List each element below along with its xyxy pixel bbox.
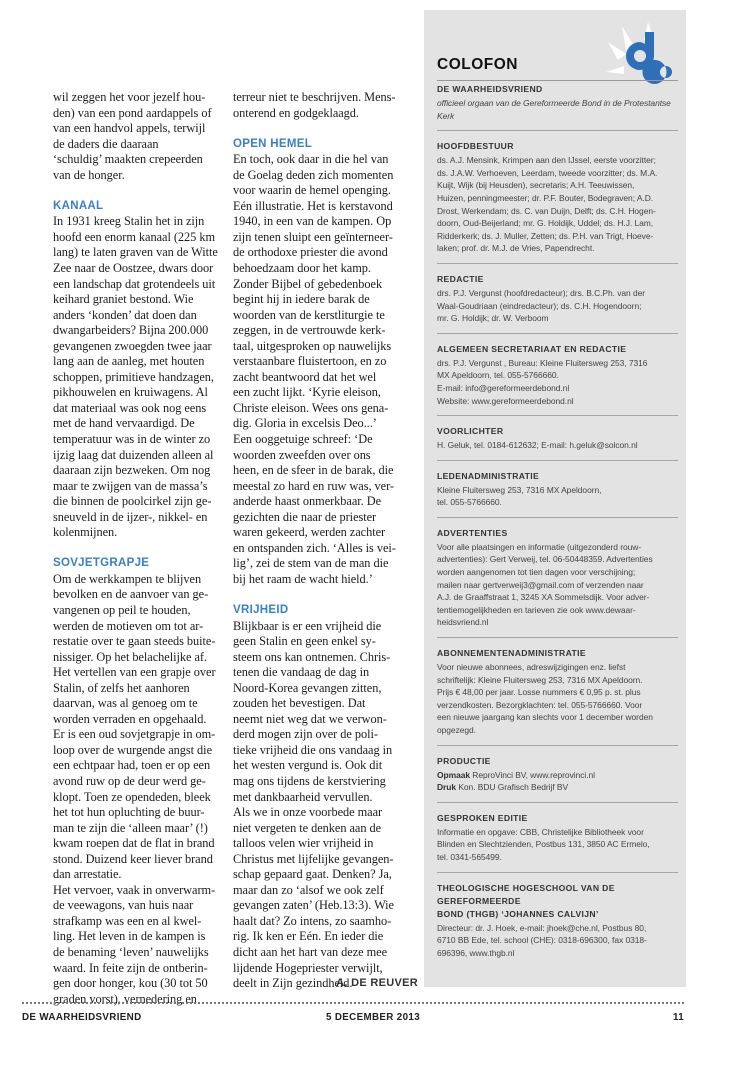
colofon-section-heading: [437, 140, 678, 153]
colofon-label: Druk: [437, 782, 457, 793]
body-paragraph: [53, 90, 236, 183]
text-line: hoofd een enorm kanaal (225 km: [53, 229, 216, 244]
text-line: Christus met lijfelijke gevangen-: [233, 851, 394, 866]
colofon-line-text: Prijs € 48,00 per jaar. Losse nummers € 0,95 p. st. plus: [437, 687, 641, 698]
colofon-text-line: [437, 179, 678, 192]
colofon-section: [437, 647, 678, 746]
colofon-heading-line: GESPROKEN EDITIE: [437, 812, 528, 823]
author-signature: A. DE REUVER: [336, 977, 418, 990]
colofon-title-rule: [437, 80, 678, 81]
colofon-line-text: Informatie en opgave: CBB, Christelijke Bibliotheek voor: [437, 826, 644, 837]
colofon-text-line: [437, 616, 678, 629]
text-line: wil zeggen het voor jezelf hou-: [53, 90, 206, 104]
text-line: anderde haast onmerkbaar. De: [233, 494, 382, 509]
colofon-text-line: [437, 686, 678, 699]
colofon-text-line: [437, 382, 678, 395]
colofon-section-heading: [437, 527, 678, 540]
text-line: niet vergeten te denken aan de: [233, 820, 382, 835]
colofon-text-line: [437, 769, 678, 782]
colofon-section: [437, 527, 678, 638]
colofon-line-text: ds. A.J. Mensink, Krimpen aan den IJssel, eerste voorzitter;: [437, 155, 656, 166]
colofon-heading-line: PRODUCTIE: [437, 755, 491, 766]
colofon-heading-line: ALGEMEEN SECRETARIAAT EN REDACTIE: [437, 343, 627, 354]
text-line: 1940, in een van de kampen. Op: [233, 214, 392, 229]
text-line: die binnen de poolcirkel zijn ge-: [53, 494, 212, 509]
text-line: zijn tenen sluipt een geïnterneer-: [233, 229, 393, 244]
text-line: Zee naar de Oostzee, dwars door: [53, 260, 214, 275]
colofon-text-line: [437, 192, 678, 205]
text-line: woorden zweefden over ons: [233, 447, 371, 462]
text-line: Als we in onze voorbede maar: [233, 805, 383, 820]
colofon-line-text: Kon. BDU Grafisch Bedrijf BV: [456, 782, 569, 793]
text-line: nissiger. Op het belachelijke af.: [53, 649, 207, 664]
colofon-section-heading: [437, 343, 678, 356]
text-line: een zucht lijkt. ‘Kyrie eleison,: [233, 385, 381, 400]
colofon-line-text: een nieuwe jaargang kan slechts voor 1 december worden: [437, 712, 653, 723]
text-line: tieke vrijheid die ons vandaag in: [233, 742, 393, 757]
colofon-text-line: [437, 541, 678, 554]
text-line: schap gepaard gaat. Denken? Ja,: [233, 867, 392, 882]
colofon-line-text: tentiemogelijkheden en tarieven zie ook www.dewaar-: [437, 604, 636, 615]
colofon-section: [437, 140, 678, 264]
colofon-line-text: Waal-Goudriaan (eindredacteur); ds. C.H. Hogendoorn;: [437, 300, 642, 311]
text-line: met dankbaarheid vervullen.: [233, 789, 373, 804]
text-line: lig’, zei de stem van de man die: [233, 556, 389, 571]
colofon-text-line: [437, 934, 678, 947]
colofon-text-line: [437, 242, 678, 255]
text-line: een landschap dat grotendeels uit: [53, 276, 216, 291]
colofon-heading-line: VOORLICHTER: [437, 426, 504, 437]
colofon-heading-line: LEDENADMINISTRATIE: [437, 470, 540, 481]
text-line: kwam roepen dat de flat in brand: [53, 836, 215, 851]
body-paragraph: [53, 572, 236, 1007]
colofon-line-text: ReproVinci BV, www.reprovinci.nl: [470, 769, 595, 780]
colofon-section-text: [437, 484, 678, 509]
text-line: steem ons kan ontnemen. Chris-: [233, 649, 391, 664]
colofon-text-line: [437, 110, 678, 123]
colofon-line-text: laken; prof. dr. M.J. de Vries, Papendrecht.: [437, 243, 595, 254]
text-line: Er is een oud sovjetgrapje in om-: [53, 727, 216, 742]
colofon-text-line: [437, 826, 678, 839]
text-line: schoppen, primitieve handzagen,: [53, 369, 214, 384]
colofon-text-line: [437, 496, 678, 509]
text-line: onterend en godgeklaagd.: [233, 105, 359, 120]
colofon-section-text: [437, 826, 678, 864]
text-line: verstaanbare fluistertoon, en zo: [233, 354, 387, 369]
colofon-section-heading: [437, 425, 678, 438]
text-line: sneuveld in de ijzer-, nikkel- en: [53, 509, 208, 524]
text-line: geen Stalin en geen enkel sy-: [233, 634, 376, 649]
article-column-1: [53, 90, 236, 1007]
text-line: stond. Duizend keer liever brand: [53, 851, 213, 866]
colofon-text-line: [437, 851, 678, 864]
footer-page-number: 11: [672, 1012, 684, 1023]
colofon-line-text: Blinden en Slechtzienden, Postbus 131, 3850 AC Ermelo,: [437, 839, 650, 850]
text-line: dwangarbeiders? Bijna 200.000: [53, 323, 209, 338]
text-line: dan arrestatie.: [53, 867, 122, 882]
text-line: heen, en de sfeer in de barak, die: [233, 463, 394, 478]
colofon-section-text: [437, 154, 678, 255]
text-line: klopt. Toen ze opendeden, bleek: [53, 789, 211, 804]
colofon-section: [437, 83, 678, 131]
text-line: Zonder Bijbel of gebedenboek: [233, 276, 383, 291]
colofon-section-heading: [437, 647, 678, 660]
body-paragraph: [233, 619, 418, 992]
colofon-line-text: tel. 0341-565499.: [437, 851, 502, 862]
colofon-line-text: 696396, www.thgb.nl: [437, 947, 515, 958]
text-line: vangenen op peil te houden,: [53, 602, 191, 617]
colofon-text-line: [437, 97, 678, 110]
colofon-text-line: [437, 230, 678, 243]
colofon-text-line: [437, 395, 678, 408]
colofon-line-text: ds. J.A.W. Verhoeven, Leerdam, tweede voorzitter; ds. M.A.: [437, 167, 658, 178]
paragraph-gap: [233, 587, 418, 603]
text-line: ijzig laag dat duizenden alleen al: [53, 447, 214, 462]
colofon-sections: [437, 83, 678, 976]
text-line: En toch, ook daar in die hel van: [233, 152, 389, 167]
text-line: man te zijn die ‘alleen maar’ (!): [53, 820, 208, 835]
text-line: waard. In feite zijn de ontberin-: [53, 960, 208, 975]
text-line: zacht beantwoord dat het wel: [233, 369, 377, 384]
text-line: maar dan zo ‘alsof we ook zelf: [233, 882, 384, 897]
colofon-section-heading: [437, 812, 678, 825]
colofon-text-line: [437, 661, 678, 674]
text-line: Noord-Korea gevangen zitten,: [233, 680, 382, 695]
text-line: kolenmijnen.: [53, 525, 118, 540]
colofon-section-text: [437, 769, 678, 794]
text-line: gevangenen zwoegden twee jaar: [53, 338, 212, 353]
colofon-text-line: [437, 699, 678, 712]
colofon-section: [437, 343, 678, 416]
text-line: daaraan zijn bezweken. Om nog: [53, 463, 211, 478]
colofon-line-text: heidsvriend.nl: [437, 617, 489, 628]
body-paragraph: [233, 152, 418, 587]
text-line: het tot hun opluchting de buur-: [53, 805, 205, 820]
colofon-section-text: [437, 287, 678, 325]
text-line: lang aan de aanleg, met houten: [53, 354, 205, 369]
text-line: lang) te laten graven van de Witte: [53, 245, 218, 260]
colofon-line-text: Huizen, penningmeester; dr. P.F. Bouter, Bodegraven; A.D.: [437, 192, 654, 203]
colofon-text-line: [437, 781, 678, 794]
colofon-section: [437, 882, 678, 968]
colofon-text-line: [437, 484, 678, 497]
colofon-text-line: [437, 711, 678, 724]
colofon-section: [437, 273, 678, 334]
paragraph-gap: [53, 183, 236, 199]
paragraph-gap: [233, 121, 418, 137]
text-line: de orthodoxe priester die avond: [233, 245, 388, 260]
colofon-section-text: [437, 439, 678, 452]
text-line: van een handvol appels, terwijl: [53, 121, 206, 136]
text-line: keihard graniet bestond. Wie: [53, 292, 194, 307]
colofon-line-text: drs. P.J. Vergunst , Bureau: Kleine Fluitersweg 253, 7316: [437, 357, 648, 368]
colofon-line-text: verzendkosten. Bezorgklachten: tel. 055-5766660. Voor: [437, 699, 643, 710]
text-line: Eén illustratie. Het is kerstavond: [233, 198, 393, 213]
footer-publication: DE WAARHEIDSVRIEND: [22, 1012, 142, 1023]
text-line: restatie over te gaan steeds buite-: [53, 634, 216, 649]
colofon-section-heading: [437, 755, 678, 768]
section-heading: KANAAL: [53, 199, 104, 212]
section-heading: OPEN HEMEL: [233, 137, 313, 150]
text-line: Blijkbaar is er een vrijheid die: [233, 618, 382, 633]
colofon-line-text: E-mail: info@gereformeerdebond.nl: [437, 382, 570, 393]
colofon-text-line: [437, 566, 678, 579]
colofon-section-heading: [437, 882, 678, 921]
colofon-line-text: mailen naar gertverweij3@gmail.com of verzenden naar: [437, 579, 644, 590]
text-line: behoedzaam door het kamp.: [233, 260, 371, 275]
text-line: ling. Het leven in de kampen is: [53, 929, 206, 944]
gereformeerde-bond-logo-icon: [604, 20, 678, 92]
colofon-text-line: [437, 724, 678, 737]
text-line: avond ruw op de deur werd ge-: [53, 773, 206, 788]
text-line: mag ons tijdens de kerstviering: [233, 773, 386, 788]
colofon-section-text: [437, 357, 678, 407]
colofon-text-line: [437, 312, 678, 325]
colofon-heading-line: THEOLOGISCHE HOGESCHOOL VAN DE GEREFORMEERDE: [437, 882, 615, 906]
colofon-section: [437, 425, 678, 461]
text-line: woorden van de kerstliturgie te: [233, 307, 385, 322]
text-line: Stalin, of zelfs het aanhoren: [53, 680, 190, 695]
text-line: deelt in Zijn gezindheid.: [233, 976, 353, 991]
text-line: de daders die daaraan: [53, 136, 159, 151]
text-line: de benaming ‘leven’ nauwelijks: [53, 944, 209, 959]
colofon-section-text: [437, 661, 678, 737]
text-line: met de hand vervaardigd. De: [53, 416, 195, 431]
colofon-section-heading: [437, 83, 678, 96]
colofon-line-text: schriftelijk: Kleine Fluitersweg 253, 7316 MX Apeldoorn.: [437, 674, 643, 685]
text-line: zeggen, in de vertrouwde kerk-: [233, 323, 386, 338]
text-line: loop over de wurgende angst die: [53, 742, 212, 757]
text-line: bij het raam de wacht hield.’: [233, 571, 373, 586]
text-line: dicht aan het hart van deze mee: [233, 944, 388, 959]
colofon-line-text: mr. G. Holdijk; dr. W. Verboom: [437, 313, 549, 324]
text-line: tenen die vandaag de dag in: [233, 665, 370, 680]
colofon-line-text: officieel orgaan van de Gereformeerde Bond in de Protestantse: [437, 98, 671, 108]
text-line: maar te zwijgen van de massa’s: [53, 478, 208, 493]
text-line: meestal zo hard en ruw was, ver-: [233, 478, 394, 493]
text-line: pikhouwelen en kruiwagens. Al: [53, 385, 208, 400]
colofon-text-line: [437, 838, 678, 851]
colofon-line-text: Voor alle plaatsingen en informatie (uitgezonderd rouw-: [437, 541, 642, 552]
body-paragraph: [53, 214, 236, 540]
colofon-line-text: Ridderkerk; ds. J. Muller, Zetten; ds. P.H. van Trigt, Hoeve-: [437, 230, 654, 241]
colofon-label: Opmaak: [437, 769, 470, 780]
colofon-line-text: Directeur: dr. J. Hoek, e-mail: jhoek@che.nl, Postbus 80,: [437, 922, 647, 933]
text-line: talloos velen wier vrijheid in: [233, 836, 374, 851]
text-line: zouden het bevestigen. Dat: [233, 696, 366, 711]
text-line: terreur niet te beschrijven. Mens-: [233, 90, 396, 104]
text-line: gezichten die naar de priester: [233, 509, 377, 524]
footer-date: 5 DECEMBER 2013: [326, 1012, 421, 1023]
text-line: neemt niet weg dat we verwon-: [233, 711, 387, 726]
colofon-heading-line: DE WAARHEIDSVRIEND: [437, 84, 543, 94]
text-line: lijdende Hogepriester verwijlt,: [233, 960, 383, 975]
text-line: van de honger.: [53, 167, 125, 182]
text-line: begint hij in iedere barak de: [233, 292, 370, 307]
colofon-text-line: [437, 167, 678, 180]
text-line: Het vervoer, vaak in onverwarm-: [53, 882, 216, 897]
colofon-line-text: advertenties): Gert Verweij, tel. 06-50448359. Advertenties: [437, 554, 653, 565]
colofon-heading-line: BOND (THGB) ‘JOHANNES CALVIJN’: [437, 908, 599, 919]
colofon-line-text: tel. 055-5766660.: [437, 497, 502, 508]
colofon-line-text: worden aangenomen tot tien dagen voor verschijning;: [437, 567, 636, 578]
colofon-text-line: [437, 947, 678, 960]
colofon-line-text: Website: www.gereformeerdebond.nl: [437, 395, 574, 406]
text-line: Om de werkkampen te blijven: [53, 571, 202, 586]
colofon-text-line: [437, 579, 678, 592]
colofon-heading-line: REDACTIE: [437, 273, 484, 284]
colofon-text-line: [437, 357, 678, 370]
text-line: anders ‘konden’ dat doen dan: [53, 307, 197, 322]
text-line: dat materiaal was ook nog eens: [53, 400, 207, 415]
text-line: bevolken en de aanvoer van ge-: [53, 587, 209, 602]
colofon-line-text: MX Apeldoorn, tel. 055-5766660.: [437, 370, 559, 381]
colofon-section: [437, 755, 678, 803]
colofon-section-text: [437, 97, 678, 122]
body-paragraph: [233, 90, 418, 121]
text-line: werden de motieven om tot ar-: [53, 618, 204, 633]
text-line: worden verraden en opgehaald.: [53, 711, 207, 726]
colofon-heading-line: ABONNEMENTENADMINISTRATIE: [437, 648, 586, 659]
colofon-sidebar: [424, 10, 686, 987]
text-line: waren gekeerd, werden zachter: [233, 525, 386, 540]
colofon-line-text: Kuijt, Wijk (bij Heusden), secretaris; A.H. Teeuwissen,: [437, 180, 635, 191]
colofon-text-line: [437, 604, 678, 617]
text-line: voor waarin de hemel openging.: [233, 183, 391, 198]
colofon-section-text: [437, 541, 678, 629]
section-heading: VRIJHEID: [233, 603, 289, 616]
colofon-line-text: Voor nieuwe abonnees, adreswijzigingen enz. liefst: [437, 662, 626, 673]
text-line: strafkamp was een en al kwel-: [53, 913, 202, 928]
colofon-section-text: [437, 922, 678, 960]
colofon-line-text: 6710 BB Ede, tel. school (CHE): 0318-696300, fax 0318-: [437, 935, 647, 946]
colofon-line-text: Kerk: [437, 110, 455, 121]
text-line: graden vorst), vernedering en: [53, 991, 197, 1006]
colofon-heading-line: ADVERTENTIES: [437, 527, 508, 538]
colofon-text-line: [437, 217, 678, 230]
colofon-section-heading: [437, 273, 678, 286]
colofon-line-text: doorn, Oud-Beijerland; mr. G. Holdijk, Uddel; ds. H.J. Lam,: [437, 218, 654, 229]
text-line: en ontspanden zich. ‘Alles is vei-: [233, 540, 396, 555]
colofon-section: [437, 812, 678, 873]
colofon-line-text: opgezegd.: [437, 725, 476, 735]
colofon-section-heading: [437, 470, 678, 483]
text-line: gen door honger, kou (30 tot 50: [53, 976, 208, 991]
paragraph-gap: [53, 541, 236, 557]
text-line: ‘schuldig’ maakten crepeerden: [53, 152, 203, 167]
text-line: de veewagons, van huis naar: [53, 898, 194, 913]
text-line: de Goelag deden zich momenten: [233, 167, 394, 182]
text-line: den) van een pond aardappels of: [53, 105, 212, 120]
text-line: In 1931 kreeg Stalin het in zijn: [53, 214, 205, 229]
text-line: Een ooggetuige schreef: ‘De: [233, 431, 373, 446]
colofon-heading-line: HOOFDBESTUUR: [437, 141, 514, 152]
colofon-text-line: [437, 553, 678, 566]
text-line: daarvan, was al genoeg om te: [53, 696, 198, 711]
colofon-section: [437, 470, 678, 518]
colofon-text-line: [437, 591, 678, 604]
footer-divider: [22, 1002, 684, 1004]
text-line: derd mogen zijn over de poli-: [233, 727, 378, 742]
colofon-text-line: [437, 922, 678, 935]
section-heading: SOVJETGRAPJE: [53, 557, 150, 570]
text-line: gevangen zaten’ (Heb.13:3). Wie: [233, 898, 394, 913]
colofon-title: COLOFON: [437, 56, 518, 73]
colofon-text-line: [437, 369, 678, 382]
colofon-line-text: Kleine Fluitersweg 253, 7316 MX Apeldoorn,: [437, 484, 602, 495]
text-line: rig. Ik ken er Eén. En ieder die: [233, 929, 384, 944]
colofon-text-line: [437, 300, 678, 313]
text-line: dig. Gloria in excelsis Deo...’: [233, 416, 377, 431]
colofon-text-line: [437, 205, 678, 218]
colofon-text-line: [437, 154, 678, 167]
text-line: temperatuur was in de winter zo: [53, 431, 211, 446]
colofon-line-text: drs. P.J. Vergunst (hoofdredacteur); drs. B.C.Ph. van der: [437, 287, 646, 298]
colofon-text-line: [437, 674, 678, 687]
article-column-2: [233, 90, 418, 992]
colofon-line-text: A.J. de Graaffstraat 1, 3245 XA Sommelsdijk. Voor adver-: [437, 592, 650, 603]
text-line: taal, uitgesproken op nauwelijks: [233, 338, 392, 353]
colofon-line-text: Drost, Werkendam; ds. C. van Duijn, Delft; ds. C.H. Hogen-: [437, 205, 656, 216]
text-line: Christe eleison. Wees ons gena-: [233, 400, 389, 415]
text-line: Het vertellen van een grapje over: [53, 665, 216, 680]
colofon-text-line: [437, 439, 678, 452]
text-line: haalt dat? Zo intens, zo saamho-: [233, 913, 392, 928]
text-line: een echtpaar had, toen er op een: [53, 758, 211, 773]
colofon-line-text: H. Geluk, tel. 0184-612632; E-mail: h.geluk@solcon.nl: [437, 440, 638, 451]
text-line: het westen vergund is. Ook dit: [233, 758, 383, 773]
colofon-text-line: [437, 287, 678, 300]
